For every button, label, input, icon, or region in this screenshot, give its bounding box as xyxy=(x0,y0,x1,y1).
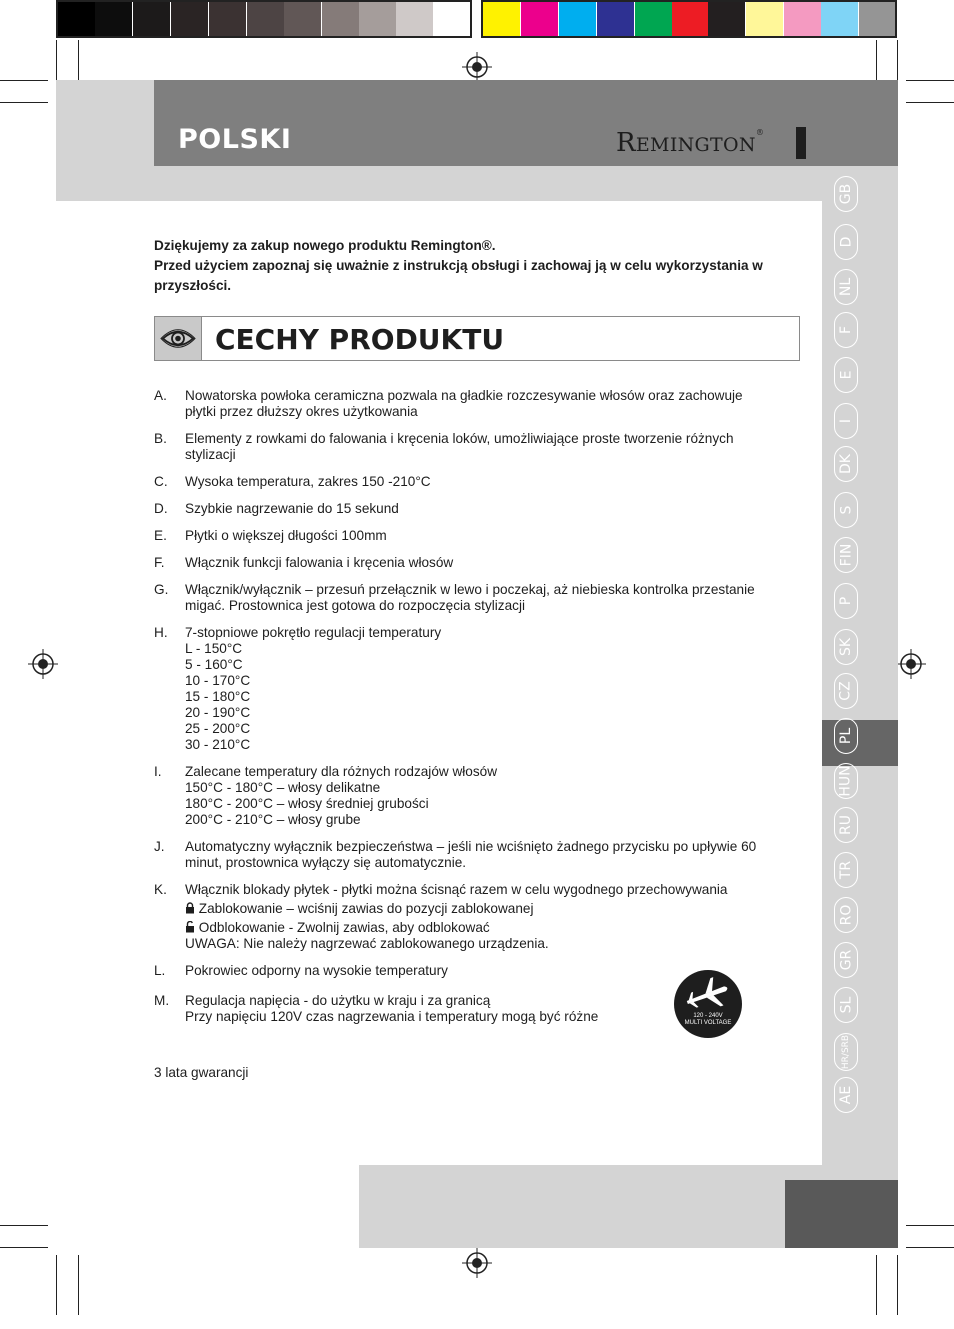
lock-icon xyxy=(185,902,195,914)
language-tab-label: D xyxy=(838,236,854,248)
feature-text: 7-stopniowe pokrętło regulacji temperatury xyxy=(185,625,442,640)
feature-text: Pokrowiec odporny na wysokie temperatury xyxy=(185,963,448,978)
bottom-dark-block xyxy=(785,1180,898,1248)
language-tab-tr[interactable] xyxy=(834,852,858,888)
language-tab-label: GR xyxy=(837,949,854,971)
unlock-text: Odblokowanie - Zwolnij zawias, aby odblokować xyxy=(198,920,490,935)
temperature-setting: 10 - 170°C xyxy=(185,673,251,688)
language-tab-pl[interactable] xyxy=(834,718,858,754)
language-tab-label: GB xyxy=(837,183,854,205)
feature-text: Regulacja napięcia - do użytku w kraju i za granicą xyxy=(185,993,491,1008)
language-tab-label: I xyxy=(837,418,854,424)
unlock-line xyxy=(185,920,774,936)
brand-logo: REMINGTON® xyxy=(616,128,765,158)
feature-letter: E. xyxy=(154,528,167,543)
language-tab-ro[interactable] xyxy=(834,897,858,933)
lock-text: Zablokowanie – wciśnij zawias do pozycji zablokowanej xyxy=(198,901,534,916)
feature-item-d xyxy=(154,501,774,517)
language-tab-sk[interactable] xyxy=(834,629,858,665)
language-tab-label: HUN xyxy=(838,765,854,797)
temperature-setting: 30 - 210°C xyxy=(185,737,251,752)
language-tab-label: SK xyxy=(837,637,854,657)
feature-letter: D. xyxy=(154,501,168,516)
language-tab-i[interactable] xyxy=(834,403,858,439)
language-tab-f[interactable] xyxy=(834,312,858,348)
feature-item-f xyxy=(154,555,774,571)
feature-item-a xyxy=(154,388,774,420)
feature-letter: H. xyxy=(154,625,168,640)
intro-line-1: Dziękujemy za zakup nowego produktu Remington®. xyxy=(154,238,496,253)
language-tab-sl[interactable] xyxy=(834,987,858,1023)
language-tab-label: S xyxy=(837,505,854,515)
registration-mark-bottom xyxy=(462,1248,492,1278)
feature-text: Szybkie nagrzewanie do 15 sekund xyxy=(185,501,399,516)
feature-text: Wysoka temperatura, zakres 150 -210°C xyxy=(185,474,431,489)
page-title: POLSKI xyxy=(178,124,292,155)
language-tab-gr[interactable] xyxy=(834,942,858,978)
registration-mark-top xyxy=(462,52,492,82)
airplane-icon xyxy=(674,970,742,1038)
feature-letter: K. xyxy=(154,882,167,897)
eye-icon xyxy=(155,317,201,360)
feature-letter: A. xyxy=(154,388,167,403)
section-heading xyxy=(154,316,800,361)
feature-letter: I. xyxy=(154,764,162,779)
language-tab-ae[interactable] xyxy=(834,1077,858,1113)
feature-letter: B. xyxy=(154,431,167,446)
eye-icon-box xyxy=(155,317,202,360)
recommended-temperature: 200°C - 210°C – włosy grube xyxy=(185,812,361,827)
feature-text: Płytki o większej długości 100mm xyxy=(185,528,387,543)
temperature-setting: 5 - 160°C xyxy=(185,657,243,672)
feature-letter: M. xyxy=(154,993,170,1008)
language-tab-label: P xyxy=(837,596,854,606)
language-tab-label: E xyxy=(837,370,854,380)
feature-list xyxy=(154,388,774,1036)
language-tab-s[interactable] xyxy=(834,492,858,528)
feature-letter: F. xyxy=(154,555,165,570)
language-tab-cz[interactable] xyxy=(834,673,858,709)
multi-voltage-badge xyxy=(674,970,742,1038)
feature-item-k xyxy=(154,882,774,952)
language-tab-label: CZ xyxy=(838,681,854,701)
recommended-temperature: 150°C - 180°C – włosy delikatne xyxy=(185,780,381,795)
language-tab-label: TR xyxy=(838,860,854,880)
language-tab-label: RO xyxy=(838,904,854,926)
feature-text: Włącznik/wyłącznik – przesuń przełącznik w lewo i poczekaj, aż niebieska kontrolka przestanie migać. Prostownica jest gotowa do rozpoczęcia stylizacji xyxy=(185,582,755,613)
feature-item-h xyxy=(154,625,774,753)
feature-item-j xyxy=(154,839,774,871)
page-header xyxy=(154,80,898,166)
language-tab-e[interactable] xyxy=(834,357,858,393)
language-tab-label: FIN xyxy=(838,543,854,567)
language-tab-label: RU xyxy=(837,815,854,835)
language-tab-label: HR/SRB xyxy=(841,1034,852,1070)
language-tab-d[interactable] xyxy=(834,224,858,260)
feature-item-c xyxy=(154,474,774,490)
multi-voltage-label: MULTI VOLTAGE xyxy=(684,1020,732,1026)
feature-text: Zalecane temperatury dla różnych rodzajów włosów xyxy=(185,764,498,779)
temperature-setting: 25 - 200°C xyxy=(185,721,251,736)
feature-letter: G. xyxy=(154,582,169,597)
feature-text: Włącznik blokady płytek - płytki można ścisnąć razem w celu wygodnego przechowywania xyxy=(185,882,728,897)
unlock-icon xyxy=(185,921,195,933)
feature-text: Elementy z rowkami do falowania i kręcenia loków, umożliwiające proste tworzenie różnych stylizacji xyxy=(185,431,734,462)
language-tab-fin[interactable] xyxy=(834,537,858,573)
language-tab-label: SL xyxy=(838,996,854,1014)
language-tab-hun[interactable] xyxy=(834,763,858,799)
registration-mark-right xyxy=(896,649,926,679)
feature-text: Włącznik funkcji falowania i kręcenia włosów xyxy=(185,555,454,570)
voltage-note: Przy napięciu 120V czas nagrzewania i temperatury mogą być różne xyxy=(185,1009,599,1024)
feature-item-g xyxy=(154,582,774,614)
feature-letter: C. xyxy=(154,474,168,489)
temperature-setting: 20 - 190°C xyxy=(185,705,251,720)
language-tab-dk[interactable] xyxy=(834,446,858,482)
voltage-range: 120 - 240V xyxy=(693,1013,723,1019)
section-title: CECHY PRODUKTU xyxy=(215,323,505,356)
feature-letter: J. xyxy=(154,839,165,854)
feature-letter: L. xyxy=(154,963,166,978)
temperature-setting: L - 150°C xyxy=(185,641,243,656)
language-tab-label: F xyxy=(838,325,854,335)
language-tab-label: AE xyxy=(838,1085,854,1105)
intro-line-2: Przed użyciem zapoznaj się uważnie z instrukcją obsługi i zachowaj ją w celu wykorzystania w przyszłości. xyxy=(154,258,763,293)
language-tabs xyxy=(822,167,870,1165)
feature-item-i xyxy=(154,764,774,828)
recommended-temperature: 180°C - 200°C – włosy średniej grubości xyxy=(185,796,429,811)
language-tab-gb[interactable] xyxy=(834,176,858,212)
color-bar-frame-right xyxy=(481,0,897,38)
voltage-badge-text xyxy=(674,1013,742,1027)
feature-item-b xyxy=(154,431,774,463)
color-bar-frame-left xyxy=(56,0,472,38)
feature-text: Automatyczny wyłącznik bezpieczeństwa – jeśli nie wciśnięto żadnego przycisku po upływie 60 minut, prostownica wyłączy się automatycznie. xyxy=(185,839,757,870)
warning-text: UWAGA: Nie należy nagrzewać zablokowanego urządzenia. xyxy=(185,936,549,951)
language-tab-p[interactable] xyxy=(834,583,858,619)
registration-mark-left xyxy=(28,649,58,679)
feature-text: Nowatorska powłoka ceramiczna pozwala na gładkie rozczesywanie włosów oraz zachowuje płytki przez dłuższy okres użytkowania xyxy=(185,388,743,419)
warranty-text: 3 lata gwarancji xyxy=(154,1065,249,1080)
intro-text xyxy=(154,236,804,296)
brand-logo-bar xyxy=(796,127,806,159)
language-tab-hr-srb[interactable] xyxy=(834,1033,858,1071)
temperature-setting: 15 - 180°C xyxy=(185,689,251,704)
language-tab-ru[interactable] xyxy=(834,807,858,843)
lock-line xyxy=(185,901,774,917)
feature-item-e xyxy=(154,528,774,544)
language-tab-nl[interactable] xyxy=(834,269,858,305)
language-tab-label: DK xyxy=(838,454,854,474)
language-tab-label: NL xyxy=(838,277,854,297)
language-tab-label: PL xyxy=(838,727,854,745)
